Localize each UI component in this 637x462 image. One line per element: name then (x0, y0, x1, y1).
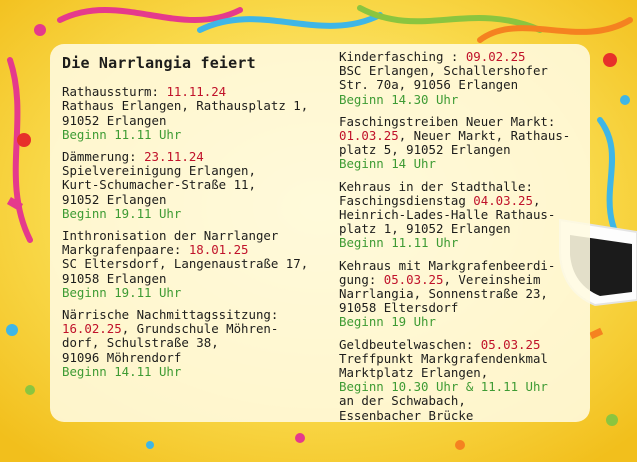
event-label: Markgrafenpaare: (62, 242, 189, 258)
event-address: Narrlangia, Sonnenstraße 23, (339, 286, 548, 302)
event-date: 05.03.25 (383, 271, 444, 287)
event-address: Kurt-Schumacher-Straße 11, (62, 177, 256, 193)
event-geldbeutelwaschen (339, 338, 589, 423)
event-address: Rathaus Erlangen, Rathausplatz 1, (62, 98, 309, 114)
event-date: 04.03.25 (473, 192, 533, 208)
event-address: 91058 Eltersdorf (339, 300, 459, 316)
event-label: Faschingstreiben Neuer Markt: (339, 113, 556, 129)
event-kinderfasching (339, 50, 589, 107)
event-inthronisation (62, 229, 332, 300)
event-nachmittagssitzung (62, 308, 332, 379)
event-time: Beginn 19.11 Uhr (62, 205, 182, 221)
event-date: 01.03.25 (339, 128, 399, 144)
event-address: 91052 Erlangen (62, 112, 167, 128)
event-address: , (532, 192, 541, 208)
event-date: 18.01.25 (188, 242, 249, 258)
event-label: Närrische Nachmittagssitzung: (62, 307, 279, 323)
event-label: gung: (339, 271, 384, 287)
right-column (339, 50, 589, 431)
event-address: 91096 Möhrendorf (62, 349, 182, 365)
event-address: Essenbacher Brücke (339, 407, 474, 423)
event-date: 11.11.24 (166, 84, 227, 100)
page-title: Die Narrlangia feiert (62, 54, 256, 72)
event-time: Beginn 19 Uhr (339, 314, 436, 330)
event-time: Beginn 19.11 Uhr (62, 284, 182, 300)
event-label: Kehraus in der Stadthalle: (339, 178, 533, 194)
event-label: Faschingsdienstag (339, 192, 474, 208)
event-label: Geldbeutelwaschen: (339, 336, 481, 352)
event-address: Treffpunkt Markgrafendenkmal (339, 350, 548, 366)
event-date: 23.11.24 (144, 149, 204, 165)
left-column (62, 48, 332, 387)
event-time: Beginn 11.11 Uhr (62, 126, 182, 142)
event-time: Beginn 14 Uhr (339, 156, 436, 172)
event-address: Heinrich-Lades-Halle Rathaus- (339, 207, 556, 223)
event-date: 05.03.25 (480, 336, 541, 352)
event-label: Kehraus mit Markgrafenbeerdi- (339, 257, 556, 273)
event-address: , Neuer Markt, Rathaus- (398, 128, 571, 144)
event-markgrafenbeerdigung (339, 259, 589, 330)
event-address: , Vereinsheim (443, 271, 541, 287)
event-faschingstreiben (339, 115, 589, 172)
event-daemmerung (62, 150, 332, 221)
event-address: 91052 Erlangen (62, 191, 167, 207)
event-rathaussturm (62, 85, 332, 142)
event-label: Dämmerung: (62, 149, 145, 165)
event-address: , Grundschule Möhren- (121, 321, 279, 337)
event-time: Beginn 14.11 Uhr (62, 363, 182, 379)
event-address: platz 1, 91052 Erlangen (339, 221, 511, 237)
event-time: Beginn 14.30 Uhr (339, 91, 459, 107)
event-address: Marktplatz Erlangen, (339, 365, 489, 381)
event-time: Beginn 10.30 Uhr & 11.11 Uhr (339, 379, 548, 395)
event-time: Beginn 11.11 Uhr (339, 235, 459, 251)
event-address: 91058 Erlangen (62, 270, 167, 286)
event-date: 16.02.25 (62, 321, 122, 337)
event-address: Spielvereinigung Erlangen, (62, 163, 256, 179)
event-date: 09.02.25 (465, 49, 526, 64)
event-address: an der Schwabach, (339, 393, 466, 409)
event-label: Kinderfasching : (339, 49, 466, 64)
event-address: SC Eltersdorf, Langenaustraße 17, (62, 256, 309, 272)
event-address: Str. 70a, 91056 Erlangen (339, 77, 519, 93)
event-address: BSC Erlangen, Schallershofer (339, 63, 548, 79)
event-label: Inthronisation der Narrlanger (62, 228, 279, 244)
event-label: Rathaussturm: (62, 84, 167, 100)
event-kehraus-stadthalle (339, 180, 589, 251)
event-address: platz 5, 91052 Erlangen (339, 142, 511, 158)
event-address: dorf, Schulstraße 38, (62, 335, 219, 351)
